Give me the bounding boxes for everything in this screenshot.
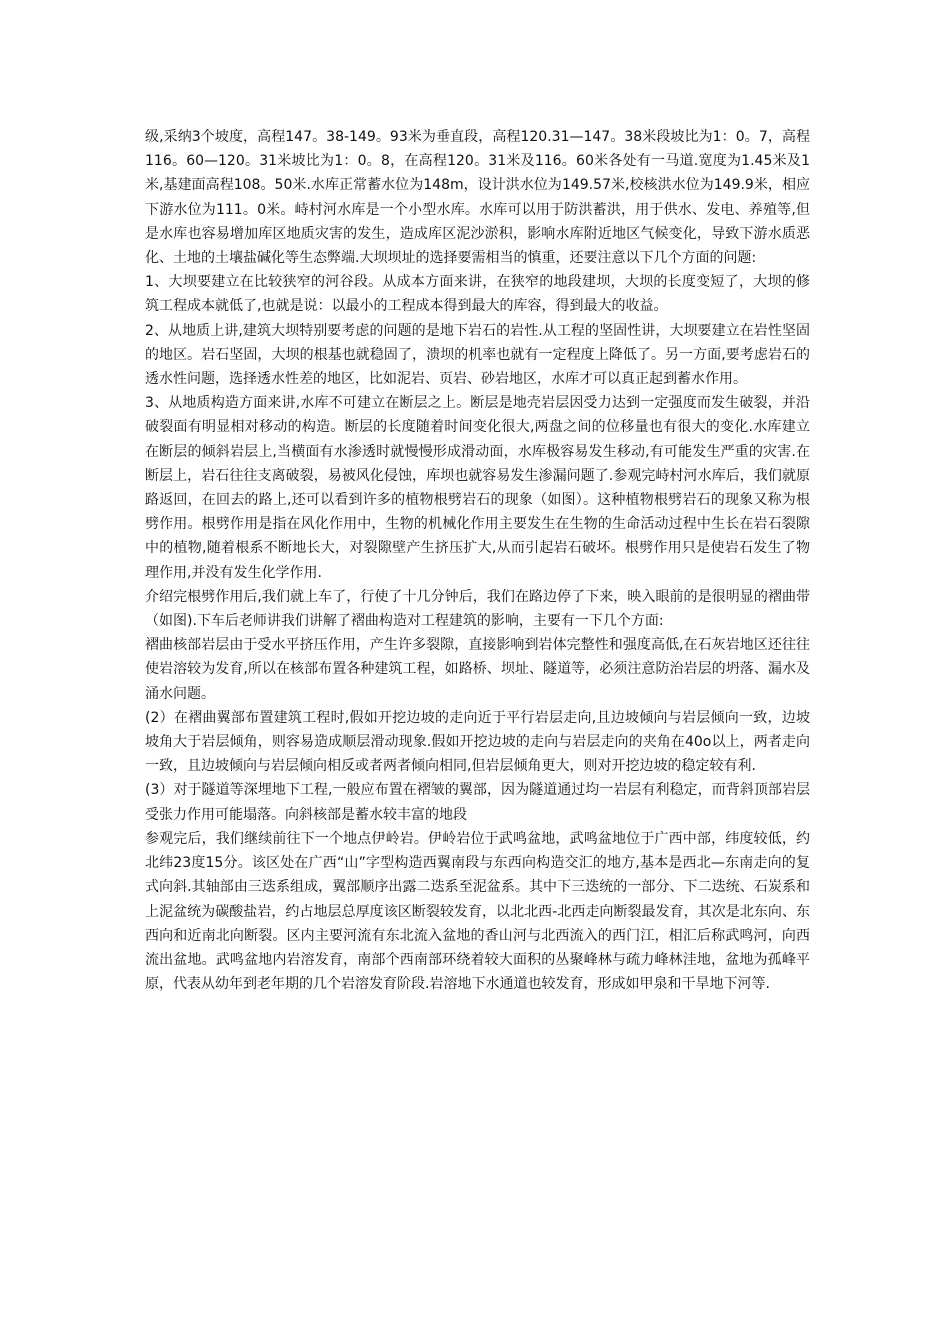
paragraph-point-2-lithology: 2、从地质上讲,建筑大坝特别要考虑的问题的是地下岩石的岩性.从工程的坚固性讲，大坝要建立在岩性坚固的地区。岩石坚固，大坝的根基也就稳固了，溃坝的机率也就有一定程度上降低了。另一方面,要考虑岩石的透水性问题，选择透水性差的地区，比如泥岩、页岩、砂岩地区，水库才可以真正起到蓄水作用。 [145, 322, 810, 388]
paragraph-fold-limb: (2）在褶曲翼部布置建筑工程时,假如开挖边坡的走向近于平行岩层走向,且边坡倾向与岩层倾向一致，边坡坡角大于岩层倾角，则容易造成顺层滑动现象.假如开挖边坡的走向与岩层走向的夹角在40o以上，两者走向一致，且边坡倾向与岩层倾向相反或者两者倾向相同,但岩层倾角更大，则对开挖边坡的稳定较有利. [145, 709, 810, 775]
paragraph-fold-belt-intro: 介绍完根劈作用后,我们就上车了，行使了十几分钟后，我们在路边停了下来，映入眼前的是很明显的褶曲带（如图).下车后老师讲我们讲解了褶曲构造对工程建筑的影响，主要有一下几个方面: [145, 588, 810, 630]
paragraph-tunnel: (3）对于隧道等深埋地下工程,一般应布置在褶皱的翼部，因为隧道通过均一岩层有利稳定，而背斜顶部岩层受张力作用可能塌落。向斜核部是蓄水较丰富的地段 [145, 782, 810, 823]
paragraph-fold-core: 褶曲核部岩层由于受水平挤压作用，产生许多裂隙，直接影响到岩体完整性和强度高低,在石灰岩地区还往往使岩溶较为发育,所以在核部布置各种建筑工程，如路桥、坝址、隧道等，必须注意防治岩层的坍落、漏水及涌水问题。 [145, 637, 810, 702]
paragraph-dam-specs: 级,采纳3个坡度，高程147。38-149。93米为垂直段，高程120.31—147。38米段坡比为1：0。7，高程116。60—120。31米坡比为1：0。8，在高程120。31米及116。60米各处有一马道.宽度为1.45米及1米,基建面高程108。50米.水库正常蓄水位为148m，设计洪水位为149.57米,校核洪水位为149.9米，相应下游水位为111。0米。峙村河水库是一个小型水库。水库可以用于防洪蓄洪，用于供水、发电、养殖等,但是水库也容易增加库区地质灾害的发生，造成库区泥沙淤积，影响水库附近地区气候变化，导致下游水质恶化、土地的土壤盐碱化等生态弊端.大坝坝址的选择要需相当的慎重，还要注意以下几个方面的问题: [145, 129, 810, 267]
paragraph-point-3-faults: 3、从地质构造方面来讲,水库不可建立在断层之上。断层是地壳岩层因受力达到一定强度而发生破裂，并沿破裂面有明显相对移动的构造。断层的长度随着时间变化很大,两盘之间的位移量也有很大的变化.水库建立在断层的倾斜岩层上,当横面有水渗透时就慢慢形成滑动面，水库极容易发生移动,有可能发生严重的灾害.在断层上，岩石往往支离破裂，易被风化侵蚀，库坝也就容易发生渗漏问题了.参观完峙村河水库后，我们就原路返回，在回去的路上,还可以看到许多的植物根劈岩石的现象（如图）。这种植物根劈岩石的现象又称为根劈作用。根劈作用是指在风化作用中，生物的机械化作用主要发生在生物的生命活动过程中生长在岩石裂隙中的植物,随着根系不断地长大，对裂隙壁产生挤压扩大,从而引起岩石破坏。根劈作用只是使岩石发生了物理作用,并没有发生化学作用. [145, 395, 810, 581]
document-body [145, 125, 810, 996]
paragraph-yiling-cave: 参观完后，我们继续前往下一个地点伊岭岩。伊岭岩位于武鸣盆地，武鸣盆地位于广西中部，纬度较低，约北纬23度15分。该区处在广西“山”字型构造西翼南段与东西向构造交汇的地方,基本是西北—东南走向的复式向斜.其轴部由三迭系组成，翼部顺序出露二迭系至泥盆系。其中下三迭统的一部分、下二迭统、石炭系和上泥盆统为碳酸盐岩，约占地层总厚度该区断裂较发育，以北北西-北西走向断裂最发育，其次是北东向、东西向和近南北向断裂。区内主要河流有东北流入盆地的香山河与北西流入的西门江，相汇后称武鸣河，向西流出盆地。武鸣盆地内岩溶发育，南部个西南部环绕着较大面积的丛聚峰林与疏力峰林洼地，盆地为孤峰平原，代表从幼年到老年期的几个岩溶发育阶段.岩溶地下水通道也较发育，形成如甲泉和干旱地下河等. [145, 830, 810, 993]
paragraph-point-1-narrow-valley: 1、大坝要建立在比较狭窄的河谷段。从成本方面来讲，在狭窄的地段建坝，大坝的长度变短了，大坝的修筑工程成本就低了,也就是说：以最小的工程成本得到最大的库容，得到最大的收益。 [145, 274, 810, 315]
